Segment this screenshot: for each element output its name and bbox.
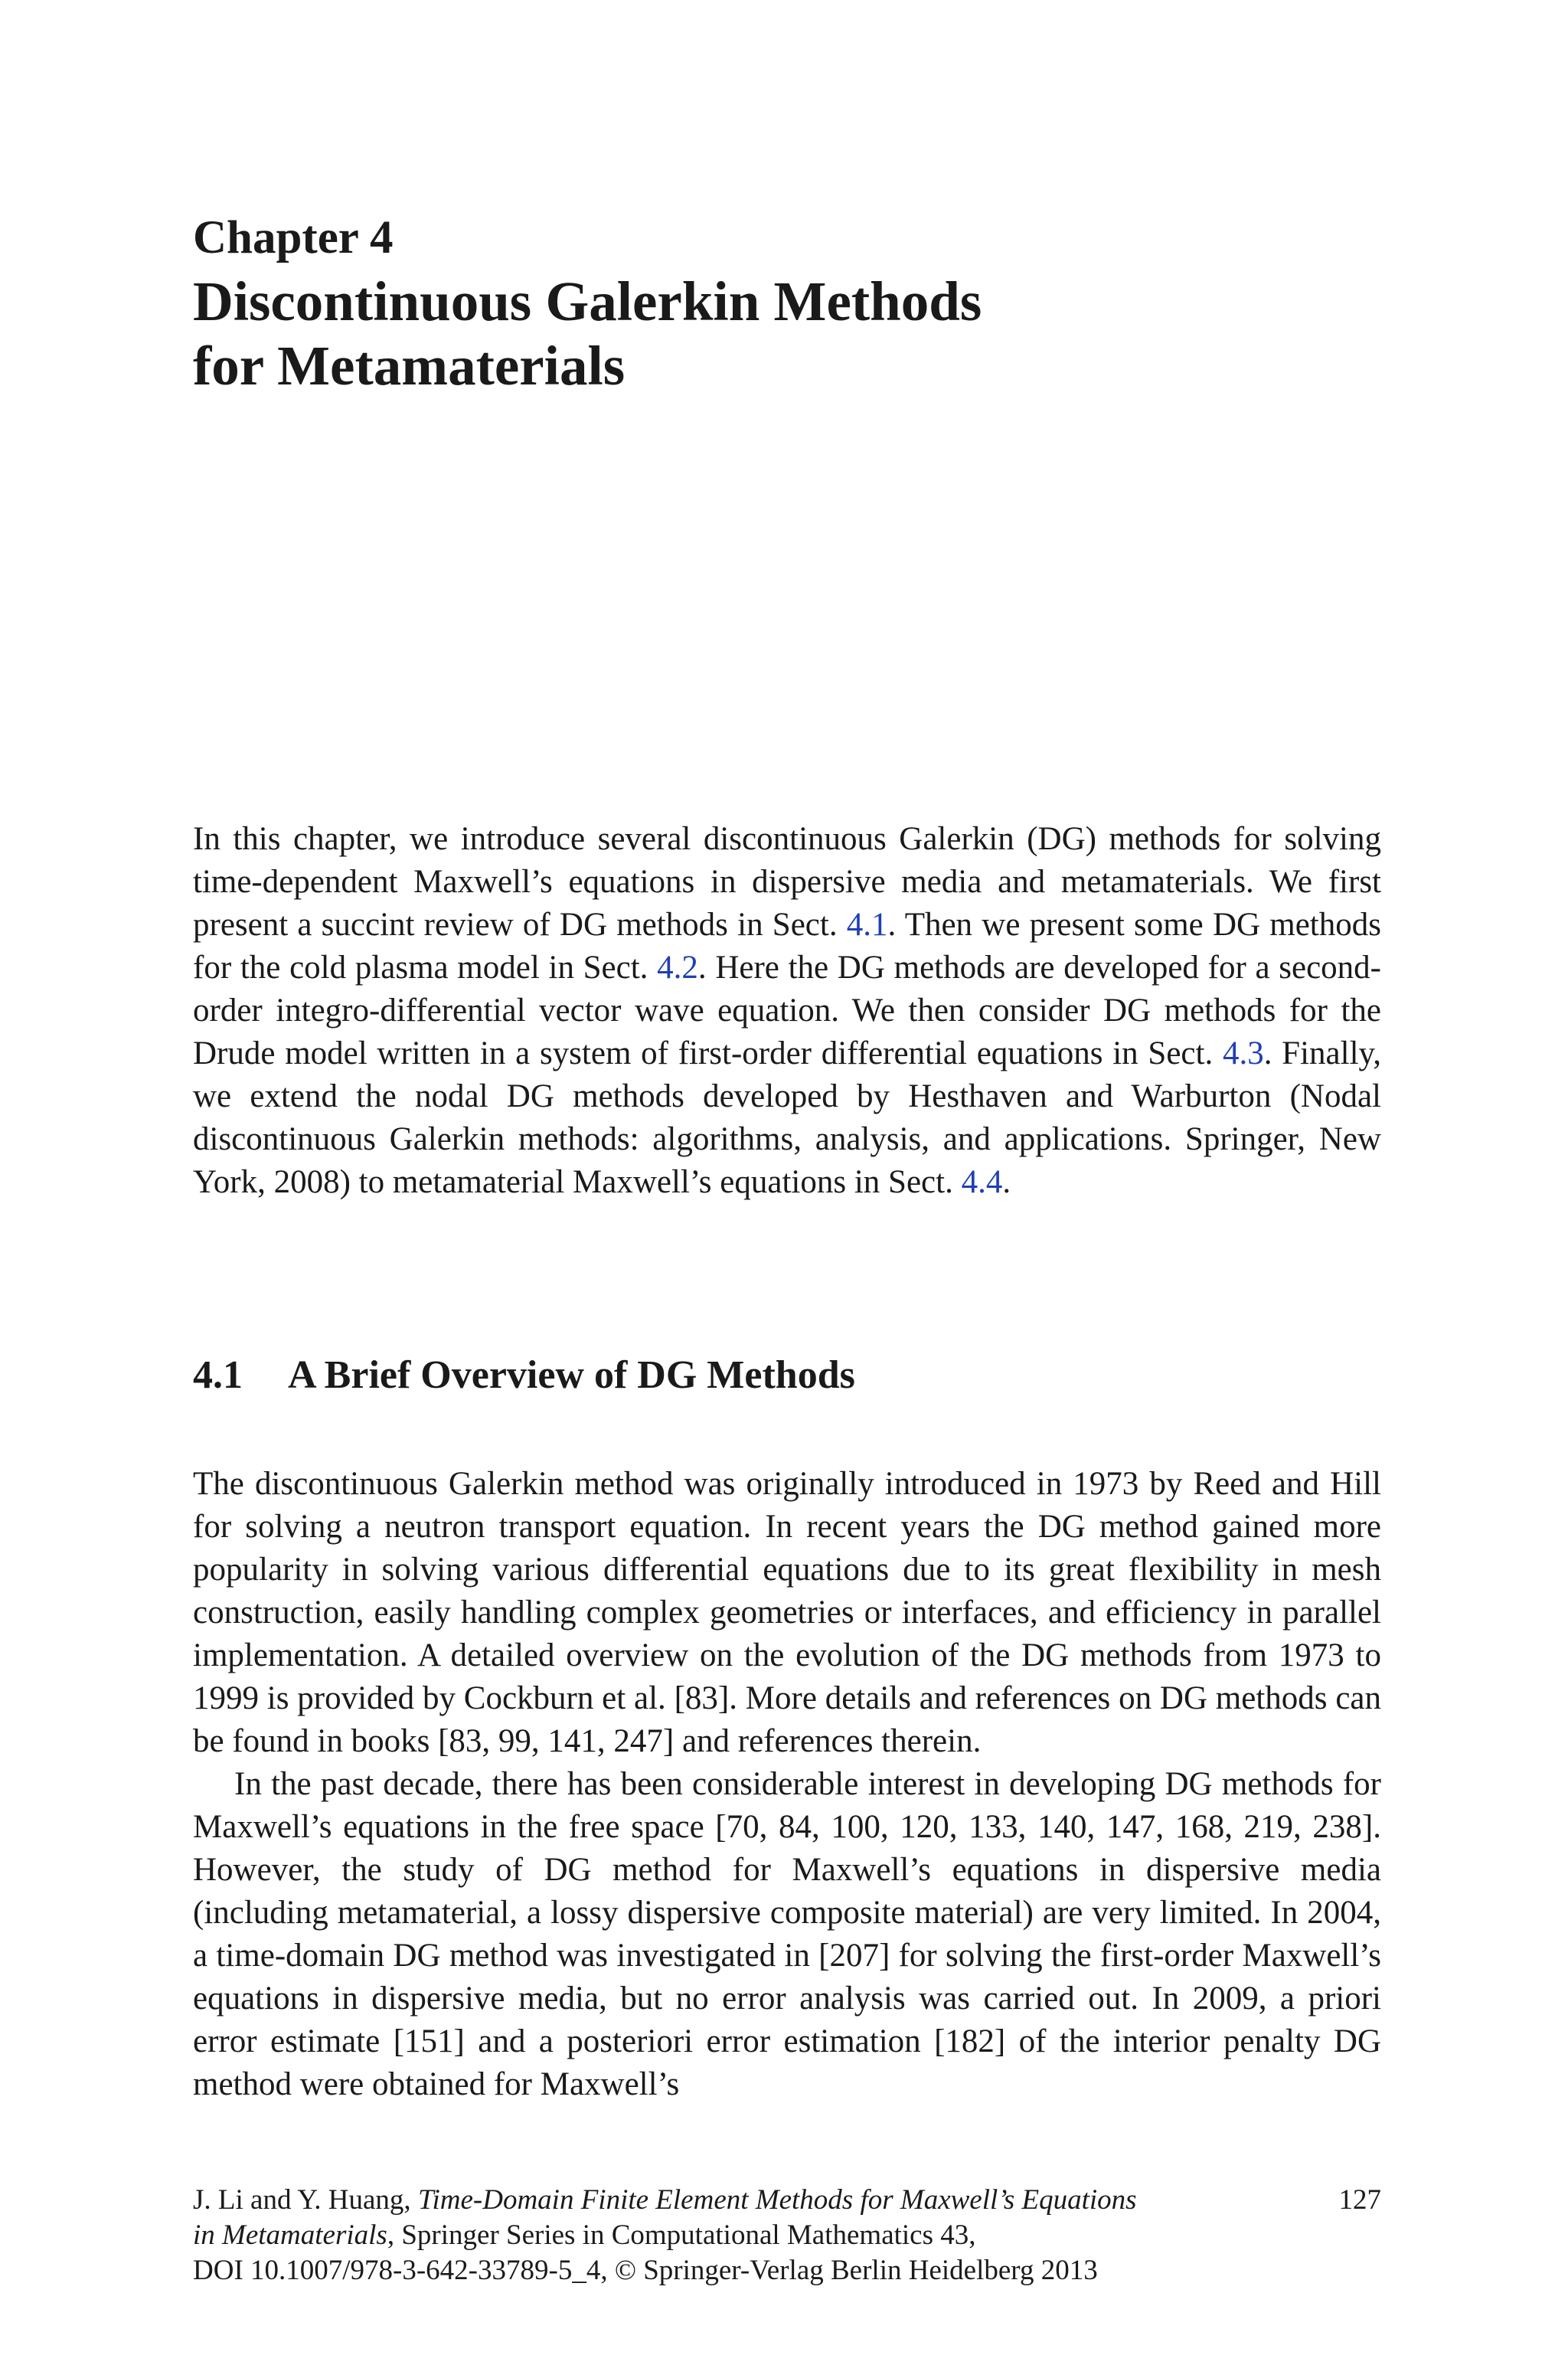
section-body bbox=[193, 1463, 1381, 2106]
abstract-text-4: . Finally, we extend the nodal DG methods developed by Hesthaven and Warburton (Nodal discontinuous Galerkin methods: algorithms, analysis, and applications. Springer, New York, 2008) to metamaterial Maxwell’s equations in Sect. bbox=[193, 1035, 1381, 1200]
abstract-paragraph bbox=[193, 818, 1381, 1204]
chapter-title-line-2: for Metamaterials bbox=[193, 335, 626, 397]
section-link-4-4[interactable]: 4.4 bbox=[961, 1164, 1003, 1200]
footer-book-title-a: Time-Domain Finite Element Methods for Maxwell’s Equations bbox=[417, 2184, 1137, 2216]
footer-doi: DOI 10.1007/978-3-642-33789-5_4, © Springer-Verlag Berlin Heidelberg 2013 bbox=[193, 2255, 1098, 2286]
page-number: 127 bbox=[1338, 2184, 1381, 2216]
footer-authors: J. Li and Y. Huang, bbox=[193, 2184, 418, 2216]
abstract-text-3: . Here the DG methods are developed for a second-order integro-differential vector wave equation. We then consider DG methods for the Drude model written in a system of first-order differential equations in Sect. bbox=[193, 950, 1381, 1071]
footer-series: , Springer Series in Computational Mathematics 43, bbox=[387, 2219, 976, 2251]
section-link-4-2[interactable]: 4.2 bbox=[657, 950, 698, 986]
abstract-text-2: . Then we present some DG methods for the cold plasma model in Sect. bbox=[193, 907, 1381, 986]
section-paragraph-1: The discontinuous Galerkin method was originally introduced in 1973 by Reed and Hill for solving a neutron transport equation. In recent years the DG method gained more popularity in solving various differential equations due to its great flexibility in mesh construction, easily handling complex geometries or interfaces, and efficiency in parallel implementation. A detailed overview on the evolution of the DG methods from 1973 to 1999 is provided by Cockburn et al. [83]. More details and references on DG methods can be found in books [83, 99, 141, 247] and references therein. bbox=[193, 1466, 1381, 1759]
section-paragraph-2: In the past decade, there has been considerable interest in developing DG methods for Maxwell’s equations in the free space [70, 84, 100, 120, 133, 140, 147, 168, 219, 238]. However, the study of DG method for Maxwell’s equations in dispersive media (including metamaterial, a lossy dispersive composite material) are very limited. In 2004, a time-domain DG method was investigated in [207] for solving the first-order Maxwell’s equations in dispersive media, but no error analysis was carried out. In 2009, a priori error estimate [151] and a posteriori error estimation [182] of the interior penalty DG method were obtained for Maxwell’s bbox=[193, 1766, 1381, 2102]
abstract-text-1: In this chapter, we introduce several discontinuous Galerkin (DG) methods for solving time-dependent Maxwell’s equations in dispersive media and metamaterials. We first present a succint review of DG methods in Sect. bbox=[193, 821, 1381, 943]
section-number: 4.1 bbox=[193, 1353, 243, 1397]
section-title: A Brief Overview of DG Methods bbox=[288, 1353, 855, 1397]
footer-line-2 bbox=[193, 2218, 1381, 2253]
footer-line-1 bbox=[193, 2183, 1381, 2218]
footer-book-title-b: in Metamaterials bbox=[193, 2219, 387, 2251]
chapter-title bbox=[193, 270, 982, 398]
chapter-title-line-1: Discontinuous Galerkin Methods bbox=[193, 270, 982, 332]
citation-footer bbox=[193, 2183, 1381, 2288]
chapter-abstract bbox=[193, 818, 1381, 1204]
abstract-text-5: . bbox=[1002, 1164, 1011, 1200]
section-heading bbox=[193, 1353, 855, 1398]
section-link-4-3[interactable]: 4.3 bbox=[1222, 1035, 1264, 1071]
section-link-4-1[interactable]: 4.1 bbox=[846, 907, 888, 943]
chapter-label: Chapter 4 bbox=[193, 212, 394, 263]
